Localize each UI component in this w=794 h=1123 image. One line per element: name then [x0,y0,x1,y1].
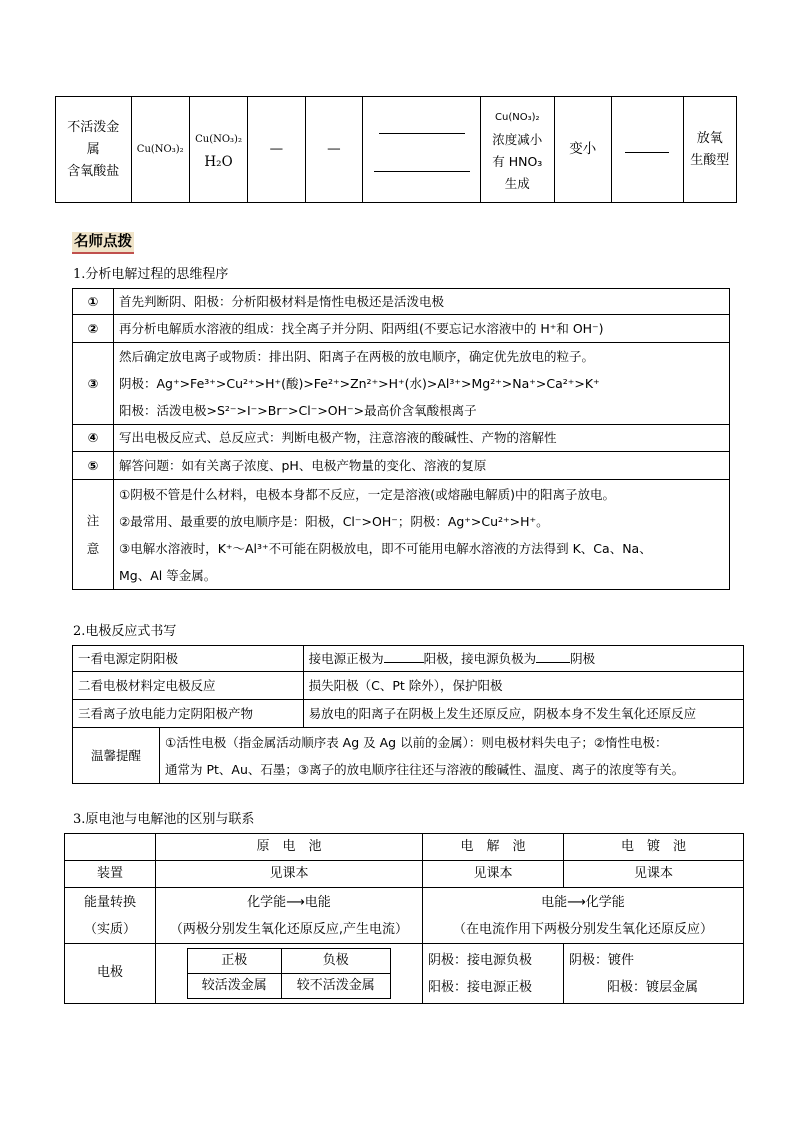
rule1-text [303,646,743,672]
top-cell-blanks [363,97,481,203]
electrolytic-anode: 阳极：接电源正极 [428,979,533,995]
header-electroplating: 电 镀 池 [564,834,744,861]
header-galvanic: 原 电 池 [156,834,423,861]
plating-anode: 阳极：镀层金属 [607,979,699,995]
energy-label-1: 能量转换 [83,894,136,910]
section1-title: 1.分析电解过程的思维程序 [73,267,229,282]
electrode-inner-table [187,948,391,999]
tip-label: 温馨提醒 [73,728,160,784]
energy-right-1: 电能⟶化学能 [541,894,625,910]
tip-line1: ①活性电极（指金属活动顺序表 Ag 及 Ag 以前的金属）：则电极材料失电子；②惰性电极： [165,734,668,750]
top-c3-line2: H₂O [204,153,233,170]
energy-galvanic-2: （两极分别发生氧化还原反应,产生电流） [169,921,409,937]
plating-cathode: 阴极：镀件 [569,952,635,968]
top-c5: — [327,141,341,158]
step1-text: 首先判断阴、阳极：分析阳极材料是惰性电极还是活泼电极 [114,289,730,315]
top-cell-ph [554,97,611,203]
inner-val-negative: 较不活泼金属 [281,974,391,999]
rule1-blank2 [536,662,570,663]
section2-title: 2.电极反应式书写 [73,624,177,639]
header-electrolytic: 电 解 池 [423,834,564,861]
top-c10-line2: 生酸型 [690,152,730,168]
row-energy-label [65,888,156,944]
rule1-blank1 [384,662,424,663]
top-cell-change [480,97,554,203]
energy-label-2: （实质） [83,921,136,937]
analysis-table [72,288,730,590]
step3-line3: 阳极：活泼电极>S²⁻>I⁻>Br⁻>Cl⁻>OH⁻>最高价含氧酸根离子 [119,403,477,418]
electrode-writing-table [72,645,744,784]
step2-text: 再分析电解质水溶液的组成：找全离子并分阴、阳两组(不要忘记水溶液中的 H⁺和 OH⁻) [114,315,730,343]
top-cell-type [683,97,736,203]
cell-comparison-table [64,833,744,1004]
step3-text [114,343,730,425]
note-label-1: 注 [86,512,100,528]
row-electrode-label: 电极 [65,944,156,1004]
note-line3: ③电解水溶液时，K⁺～Al³⁺不可能在阴极放电，即不可能用电解水溶液的方法得到 K、Ca、Na、 [119,540,652,556]
top-cell-blank [611,97,683,203]
top-blank-line1 [379,133,465,134]
top-c7-line1: Cu(NO₃)₂ [495,111,540,123]
rule3-label: 三看离子放电能力定阴阳极产物 [73,700,304,728]
tip-text [160,728,744,784]
step5-text: 解答问题：如有关离子浓度、pH、电极产物量的变化、溶液的复原 [114,452,730,480]
top-cell-substance [189,97,247,203]
rule1-part-a: 接电源正极为 [308,650,384,666]
top-c1-line2: 含氧酸盐 [67,163,120,179]
step5-num-text: ⑤ [87,457,99,473]
top-blank-short [625,152,669,153]
note-line1: ①阴极不管是什么材料，电极本身都不反应，一定是溶液(或熔融电解质)中的阳离子放电。 [119,486,615,502]
top-c7-line3: 有 HNO₃ [492,153,543,169]
step4-num-text: ④ [87,430,99,446]
energy-electrolytic-plating [423,888,744,944]
step2-num [73,315,114,343]
inner-head-positive: 正极 [188,949,282,974]
electrode-galvanic [156,944,423,1004]
note-label [73,480,114,590]
top-c7-line4: 生成 [504,175,530,191]
rule2-label: 二看电极材料定电极反应 [73,672,304,700]
rule1-part-b: 阳极，接电源负极为 [423,650,537,666]
step3-line2: 阴极：Ag⁺>Fe³⁺>Cu²⁺>H⁺(酸)>Fe²⁺>Zn²⁺>H⁺(水)>Al³⁺>Mg²⁺>Na⁺>Ca²⁺>K⁺ [119,376,600,391]
top-c2: Cu(NO₃)₂ [136,143,184,155]
electrode-electrolytic [423,944,564,1004]
rule1-label: 一看电源定阴阳极 [73,646,304,672]
note-label-2: 意 [86,540,100,556]
top-cell-category [56,97,132,203]
energy-right-2: （在电流作用下两极分别发生氧化还原反应） [452,921,713,937]
inner-val-positive: 较活泼金属 [188,974,282,999]
note-line2: ②最常用、最重要的放电顺序是：阳极，Cl⁻>OH⁻；阴极：Ag⁺>Cu²⁺>H⁺。 [119,513,549,529]
device-galvanic: 见课本 [156,861,423,888]
top-c10-line1: 放氧 [696,130,723,146]
top-c1-line1: 不活泼金属 [67,119,120,157]
step4-text: 写出电极反应式、总反应式：判断电极产物，注意溶液的酸碱性、产物的溶解性 [114,425,730,452]
top-cell-electrolyte [131,97,189,203]
note-line4: Mg、Al 等金属。 [119,567,217,583]
notes-text [114,480,730,590]
top-c7-line2: 浓度减小 [492,131,543,147]
corner-cell [65,834,156,861]
top-table [55,96,737,203]
top-c4: — [269,141,284,158]
energy-galvanic-1: 化学能⟶电能 [247,894,331,910]
device-electroplating: 见课本 [564,861,744,888]
top-cell-dash1 [248,97,305,203]
step3-num [73,343,114,425]
rule2-text: 损失阳极（C、Pt 除外），保护阳极 [303,672,743,700]
top-c8: 变小 [569,141,597,158]
device-electrolytic: 见课本 [423,861,564,888]
step4-num [73,425,114,452]
tip-line2: 通常为 Pt、Au、石墨；③离子的放电顺序往往还与溶液的酸碱性、温度、离子的浓度等有关。 [165,761,685,777]
step5-num [73,452,114,480]
top-cell-dash2 [305,97,362,203]
step1-num-text: ① [87,293,99,309]
rule3-text: 易放电的阳离子在阴极上发生还原反应，阴极本身不发生氧化还原反应 [303,700,743,728]
inner-head-negative: 负极 [281,949,391,974]
step3-num-text: ③ [87,375,99,391]
teacher-tips-badge: 名师点拨 [72,232,134,254]
step2-num-text: ② [87,320,99,336]
energy-galvanic [156,888,423,944]
top-blank-line2 [374,171,470,172]
rule1-part-c: 阴极 [570,650,596,666]
step1-num [73,289,114,315]
step3-line1: 然后确定放电离子或物质：排出阴、阳离子在两极的放电顺序，确定优先放电的粒子。 [119,349,595,364]
top-c3-line1: Cu(NO₃)₂ [195,133,242,145]
row-device-label: 装置 [65,861,156,888]
section3-title: 3.原电池与电解池的区别与联系 [73,812,255,827]
electrolytic-cathode: 阴极：接电源负极 [428,952,533,968]
electrode-electroplating [564,944,744,1004]
